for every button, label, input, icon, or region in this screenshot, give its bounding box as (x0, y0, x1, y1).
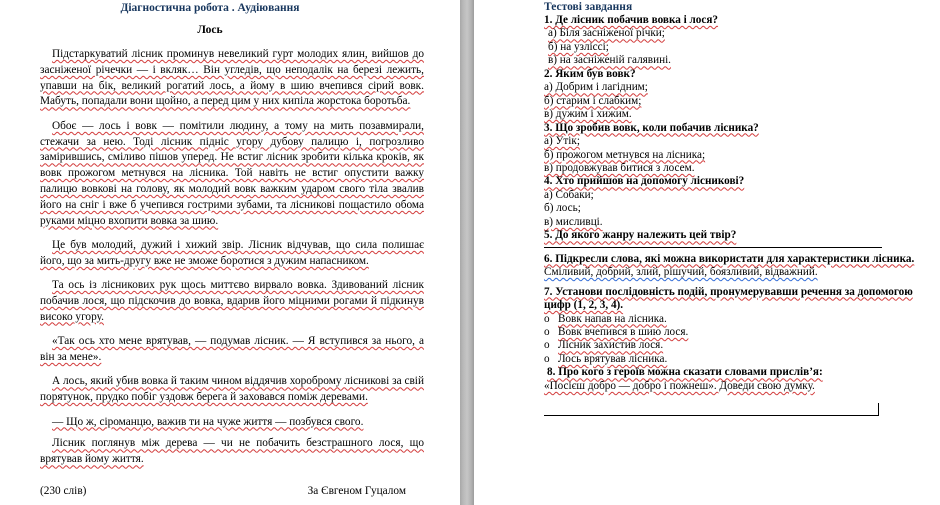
answer-line (544, 247, 882, 248)
answer-field[interactable] (544, 403, 879, 416)
story-paragraph-7: — Що ж, сіроманцю, важив ти на чуже життя — позбувся свого. (52, 415, 364, 428)
tasks-heading: Тестові завдання (544, 1, 633, 13)
q1-option-c: в) на засніженій галявині. (548, 54, 671, 67)
story-paragraph-6: А лось, який убив вовка й таким чином віддячив хороброму лісникові за свій порятунок, прудко побіг уздовж берега й заховався поміж деревами. (40, 375, 424, 404)
story-paragraph-5: «Так ось хто мене врятував, — подумав лісник. — Я вступився за нього, а він за мене». (40, 335, 424, 363)
left-page (0, 0, 460, 505)
question-5: 5. До якого жанру належить цей твір? (544, 229, 737, 242)
question-6: 6. Підкресли слова, які можна використати для характеристики лісника. (544, 252, 915, 265)
q4-option-c: в) мисливці. (544, 215, 603, 228)
question-3: 3. Що зробив вовк, коли побачив лісника? (544, 121, 759, 134)
q2-option-b: б) старим і слабким; (544, 94, 642, 107)
q8-proverb: «Посієш добро — добро і пожнеш». Доведи свою думку. (544, 379, 815, 392)
q6-word-list: Сміливий, добрий, злий, рішучий, боязливий, відважний. (544, 266, 818, 279)
q3-option-a: а) Утік; (544, 135, 580, 148)
story-text (40, 47, 424, 477)
question-4: 4. Хто прийшов на допомогу лісникові? (544, 175, 745, 188)
q1-option-b: б) на узліссі; (548, 40, 609, 53)
question-8: 8. Про кого з героїв можна сказати словами прислів’я: (547, 366, 823, 379)
q2-option-c: в) дужим і хижим. (544, 108, 632, 121)
story-paragraph-2: Обоє — лось і вовк — помітили людину, а тому на мить позавмирали, стежачи за нею. Тоді лісник підніс угору дубову палицю і, погрозливо замірившись, сміливо пішов уперед. Не встиг лісник зробити кілька кроків, як вовк прожогом метнувся на лісника. Той навіть не встиг опустити важку палицю вовкові на голову, як молодий вовк важким ударом свого тіла звалив його на сніг і вже б учепився гострими зубами, та лісникові пощастило обома руками міцно вхопити вовка за шию. (40, 119, 424, 227)
story-paragraph-1: Підстаркуватий лісник проминув невеликий гурт молодих ялин, вийшов до засніженої річечки — і вкляк… Він угледів, що неподалік на березі лежить, упавши на бік, великий рогатий лось, а йому в шию вчепився сірий вовк. Мабуть, попадали вони щойно, а перед цим у них кипіла жорстока боротьба. (40, 48, 424, 108)
q7-item-4: o Лось врятував лісника. (544, 352, 668, 365)
story-title: Лось (197, 24, 223, 36)
question-1: 1. Де лісник побачив вовка і лося? (544, 14, 719, 26)
tasks-body (544, 14, 940, 416)
author-credit: За Євгеном Гуцалом (307, 485, 406, 497)
q3-option-b: б) прожогом метнувся на лісника; (544, 148, 706, 161)
right-page (474, 0, 940, 505)
q4-option-a: а) Собаки; (544, 188, 594, 201)
question-7: 7. Установи послідовність подій, пронумерувавши речення за допомогою цифр (1, 2, 3, 4). (544, 285, 913, 312)
q7-item-3: o Лісник захистив лося. (544, 339, 664, 352)
q4-option-b: б) лось; (544, 202, 581, 215)
story-paragraph-4: Та ось із лісникових рук щось миттєво вирвало вовка. Здивований лісник побачив лося, що підскочив до вовка, вдарив його міцними рогами й підкинув високо угору. (40, 279, 424, 323)
q7-item-1: o Вовк напав на лісника. (544, 312, 667, 325)
question-2: 2. Яким був вовк? (544, 67, 636, 80)
story-paragraph-3: Це був молодий, дужий і хижий звір. Лісник відчував, що сила полишає його, що за мить-другу вже не зможе боротися з дужим напасником. (40, 238, 424, 267)
page-gutter (460, 0, 474, 505)
story-paragraph-8: Лісник поглянув між дерева — чи не побачить безстрашного лося, що врятував йому життя. (40, 437, 424, 466)
q7-item-2: o Вовк вчепився в шию лося. (544, 325, 689, 338)
word-count: (230 слів) (40, 485, 87, 497)
document-title: Діагностична робота . Аудіювання (120, 2, 300, 14)
q1-option-a: а) Біля засніженої річки; (548, 27, 665, 40)
story-footer (40, 485, 406, 497)
q3-option-c: в) продовжував битися з лосем. (544, 161, 695, 174)
q2-option-a: а) Добрим і лагідним; (544, 81, 648, 94)
